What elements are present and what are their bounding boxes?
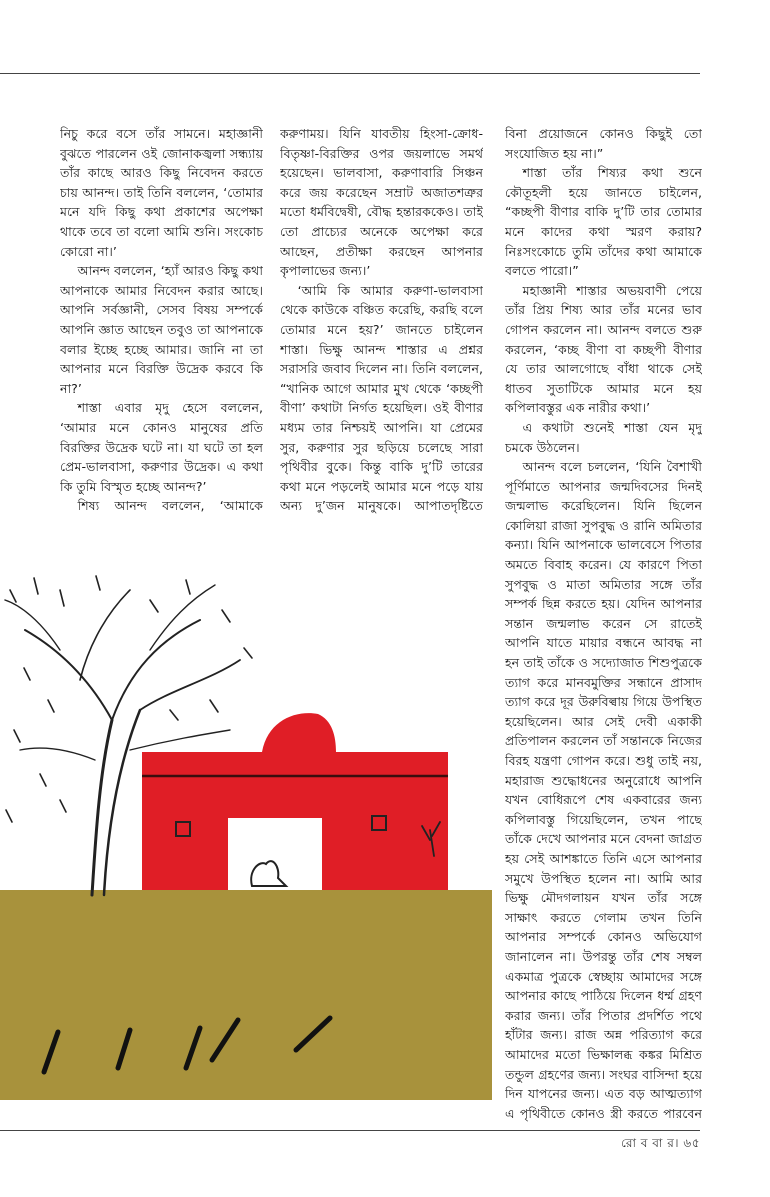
paragraph: এ কথাটা শুনেই শাস্তা যেন মৃদু চমকে উঠলেন। [505, 419, 702, 455]
text-column-1 [60, 124, 263, 514]
ground [0, 890, 492, 1100]
bottom-rule [0, 1130, 700, 1131]
paragraph: করুণাময়। যিনি যাবতীয় হিংসা-ক্রোধ-বিতৃষ্ণা-বিরক্তির ওপর জয়লাভে সমর্থ হয়েছেন। ভালবাসা, করুণাবারি সিঞ্চন করে জয় করেছেন সম্রাট অজাতশত্রুর মতো ধর্মবিদ্বেষী, বৌদ্ধ হন্তারককেও। তাই তো প্রাচ্যের অনেকে অপেক্ষা করে আছেন, প্রতীক্ষা করছেন আপনার কৃপালাভের জন্য।’ [280, 126, 483, 279]
house-door [228, 818, 322, 890]
paragraph: নিচু করে বসে তাঁর সামনে। মহাজ্ঞানী বুঝতে পারলেন ওই জোনাকজ্বলা সন্ধ্যায় তাঁর কাছে আরও কিছু নিবেদন করতে চায় আনন্দ। তাই তিনি বললেন, ‘তোমার মনে যদি কিছু কথা প্রকাশের অপেক্ষা থাকে তবে তা বলো আমি শুনি। সংকোচ কোরো না।’ [60, 126, 263, 259]
paragraph: মহাজ্ঞানী শাস্তার অভয়বাণী পেয়ে তাঁর প্রিয় শিষ্য আর তাঁর মনের ভাব গোপন করলেন না। আনন্দ বলতে শুরু করলেন, ‘কচ্ছ বীণা বা কচ্ছপী বীণার যে তার আলগোছে বাঁধা থাকে সেই ধাতব সুতাটিকে আমার মনে হয় কপিলাবস্তুর এক নারীর কথা।’ [505, 282, 702, 416]
paragraph: আনন্দ বললেন, ‘হ্যাঁ আরও কিছু কথা আপনাকে আমার নিবেদন করার আছে। আপনি সর্বজ্ঞানী, সেসব বিষয় সম্পর্কে আপনি জ্ঞাত আছেন তবুও তা আপনাকে বলার ইচ্ছে হচ্ছে আমার। জানি না তা আপনার মনে বিরক্তি উদ্রেক করবে কি না?’ [60, 263, 263, 396]
paragraph: আনন্দ বলে চললেন, ‘যিনি বৈশাখী পূর্ণিমাতে আপনার জন্মদিবসের দিনই জন্মলাভ করেছিলেন। যিনি ছিলেন কোলিয়া রাজা সুপবুদ্ধ ও রানি অমিতার কন্যা। যিনি আপনাকে ভালবেসে পিতার অমতে বিবাহ করেন। যে কারণে পিতা সুপবুদ্ধ ও মাতা অমিতার সঙ্গে তাঁর সম্পর্ক ছিন্ন করতে হয়। যেদিন আপনার সন্তান জন্মলাভ করেন সে রাতেই আপনি যাতে মায়ার বন্ধনে আবদ্ধ না হন তাই তাঁকে ও সদ্যোজাত শিশুপুত্রকে ত্যাগ করে মানবমুক্তির সন্ধানে প্রাসাদ ত্যাগ করে দূর উরুবিল্বায় গিয়ে উপস্থিত হয়েছিলেন। আর সেই দেবী একাকী প্রতিপালন করলেন তাঁ সন্তানকে নিজের বিরহ যন্ত্রণা গোপন করে। শুধু তাই নয়, মহারাজ শুদ্ধোধনের অনুরোধে আপনি যখন বোধিরূপে শেষ একবারের জন্য কপিলাবস্তু গিয়েছিলেন, তখন পাছে তাঁকে দেখে আপনার মনে বেদনা জাগ্রত হয় সেই আশঙ্কাতে তিনি এসে আপনার সমুখে উপস্থিত হলেন না। আমি আর ভিক্ষু মৌদগলায়ন যখন তাঁর সঙ্গে সাক্ষাৎ করতে গেলাম তখন তিনি আপনার সম্পর্কে কোনও অভিযোগ জানালেন না। উপরন্তু তাঁর শেষ সম্বল একমাত্র পুত্রকে স্বেচ্ছায় আমাদের সঙ্গে আপনার কাছে পাঠিয়ে দিলেন ধর্ম্ম গ্রহণ করার জন্য। তাঁর পিতার প্রদর্শিত পথে হাঁটার জন্য। রাজ অন্ন পরিত্যাগ করে আমাদের মতো ভিক্ষালব্ধ কঙ্কর মিশ্রিত তন্ডুল গ্রহণের জন্য। সংঘর বাসিন্দা হয়ে দিন যাপনের জন্য। এত বড় আত্মত্যাগ এ পৃথিবীতে কোনও স্ত্রী করতে পারবেন [505, 459, 702, 1121]
paragraph: বিনা প্রয়োজনে কোনও কিছুই তো সংযোজিত হয় না।” [505, 126, 702, 161]
text-column-3 [505, 124, 702, 1122]
paragraph: শিষ্য আনন্দ বললেন, ‘আমাকে [77, 498, 263, 514]
illustration-red-house [0, 560, 492, 1100]
paragraph: শাস্তা তাঁর শিষ্যর কথা শুনে কৌতূহলী হয়ে জানতে চাইলেন, “কচ্ছপী বীণার বাকি দু’টি তার তোমার মনে কাদের কথা স্মরণ করায়? নিঃসংকোচে তুমি তাঁদের কথা আমাকে বলতে পারো।” [505, 165, 702, 279]
page-footer: রো ব বা র। ৬৫ [620, 1136, 700, 1150]
paragraph: শাস্তা এবার মৃদু হেসে বললেন, ‘আমার মনে কোনও মানুষের প্রতি বিরক্তির উদ্রেক ঘটে না। যা ঘটে তা হল প্রেম-ভালবাসা, করুণার উদ্রেক। এ কথা কি তুমি বিস্মৃত হচ্ছে আনন্দ?’ [60, 400, 263, 494]
top-rule [0, 73, 700, 74]
text-column-2 [280, 124, 483, 514]
paragraph: ‘আমি কি আমার করুণা-ভালবাসা থেকে কাউকে বঞ্চিত করেছি, করছি বলে তোমার মনে হয়?’ জানতে চাইলেন শাস্তা। ভিক্ষু আনন্দ শাস্তার এ প্রশ্নর সরাসরি জবাব দিলেন না। তিনি বললেন, “খানিক আগে আমার মুখ থেকে ‘কচ্ছপী বীণা’ কথাটা নির্গত হয়েছিল। ওই বীণার মধ্যম তার নিশ্চয়ই আপনি। যা প্রেমের সুর, করুণার সুর ছড়িয়ে চলেছে সারা পৃথিবীর বুকে। কিন্তু বাকি দু’টি তারের কথা মনে পড়লেই আমার মনে পড়ে যায় অন্য দু’জন মানুষকে। আপাতদৃষ্টিতে [280, 282, 483, 514]
